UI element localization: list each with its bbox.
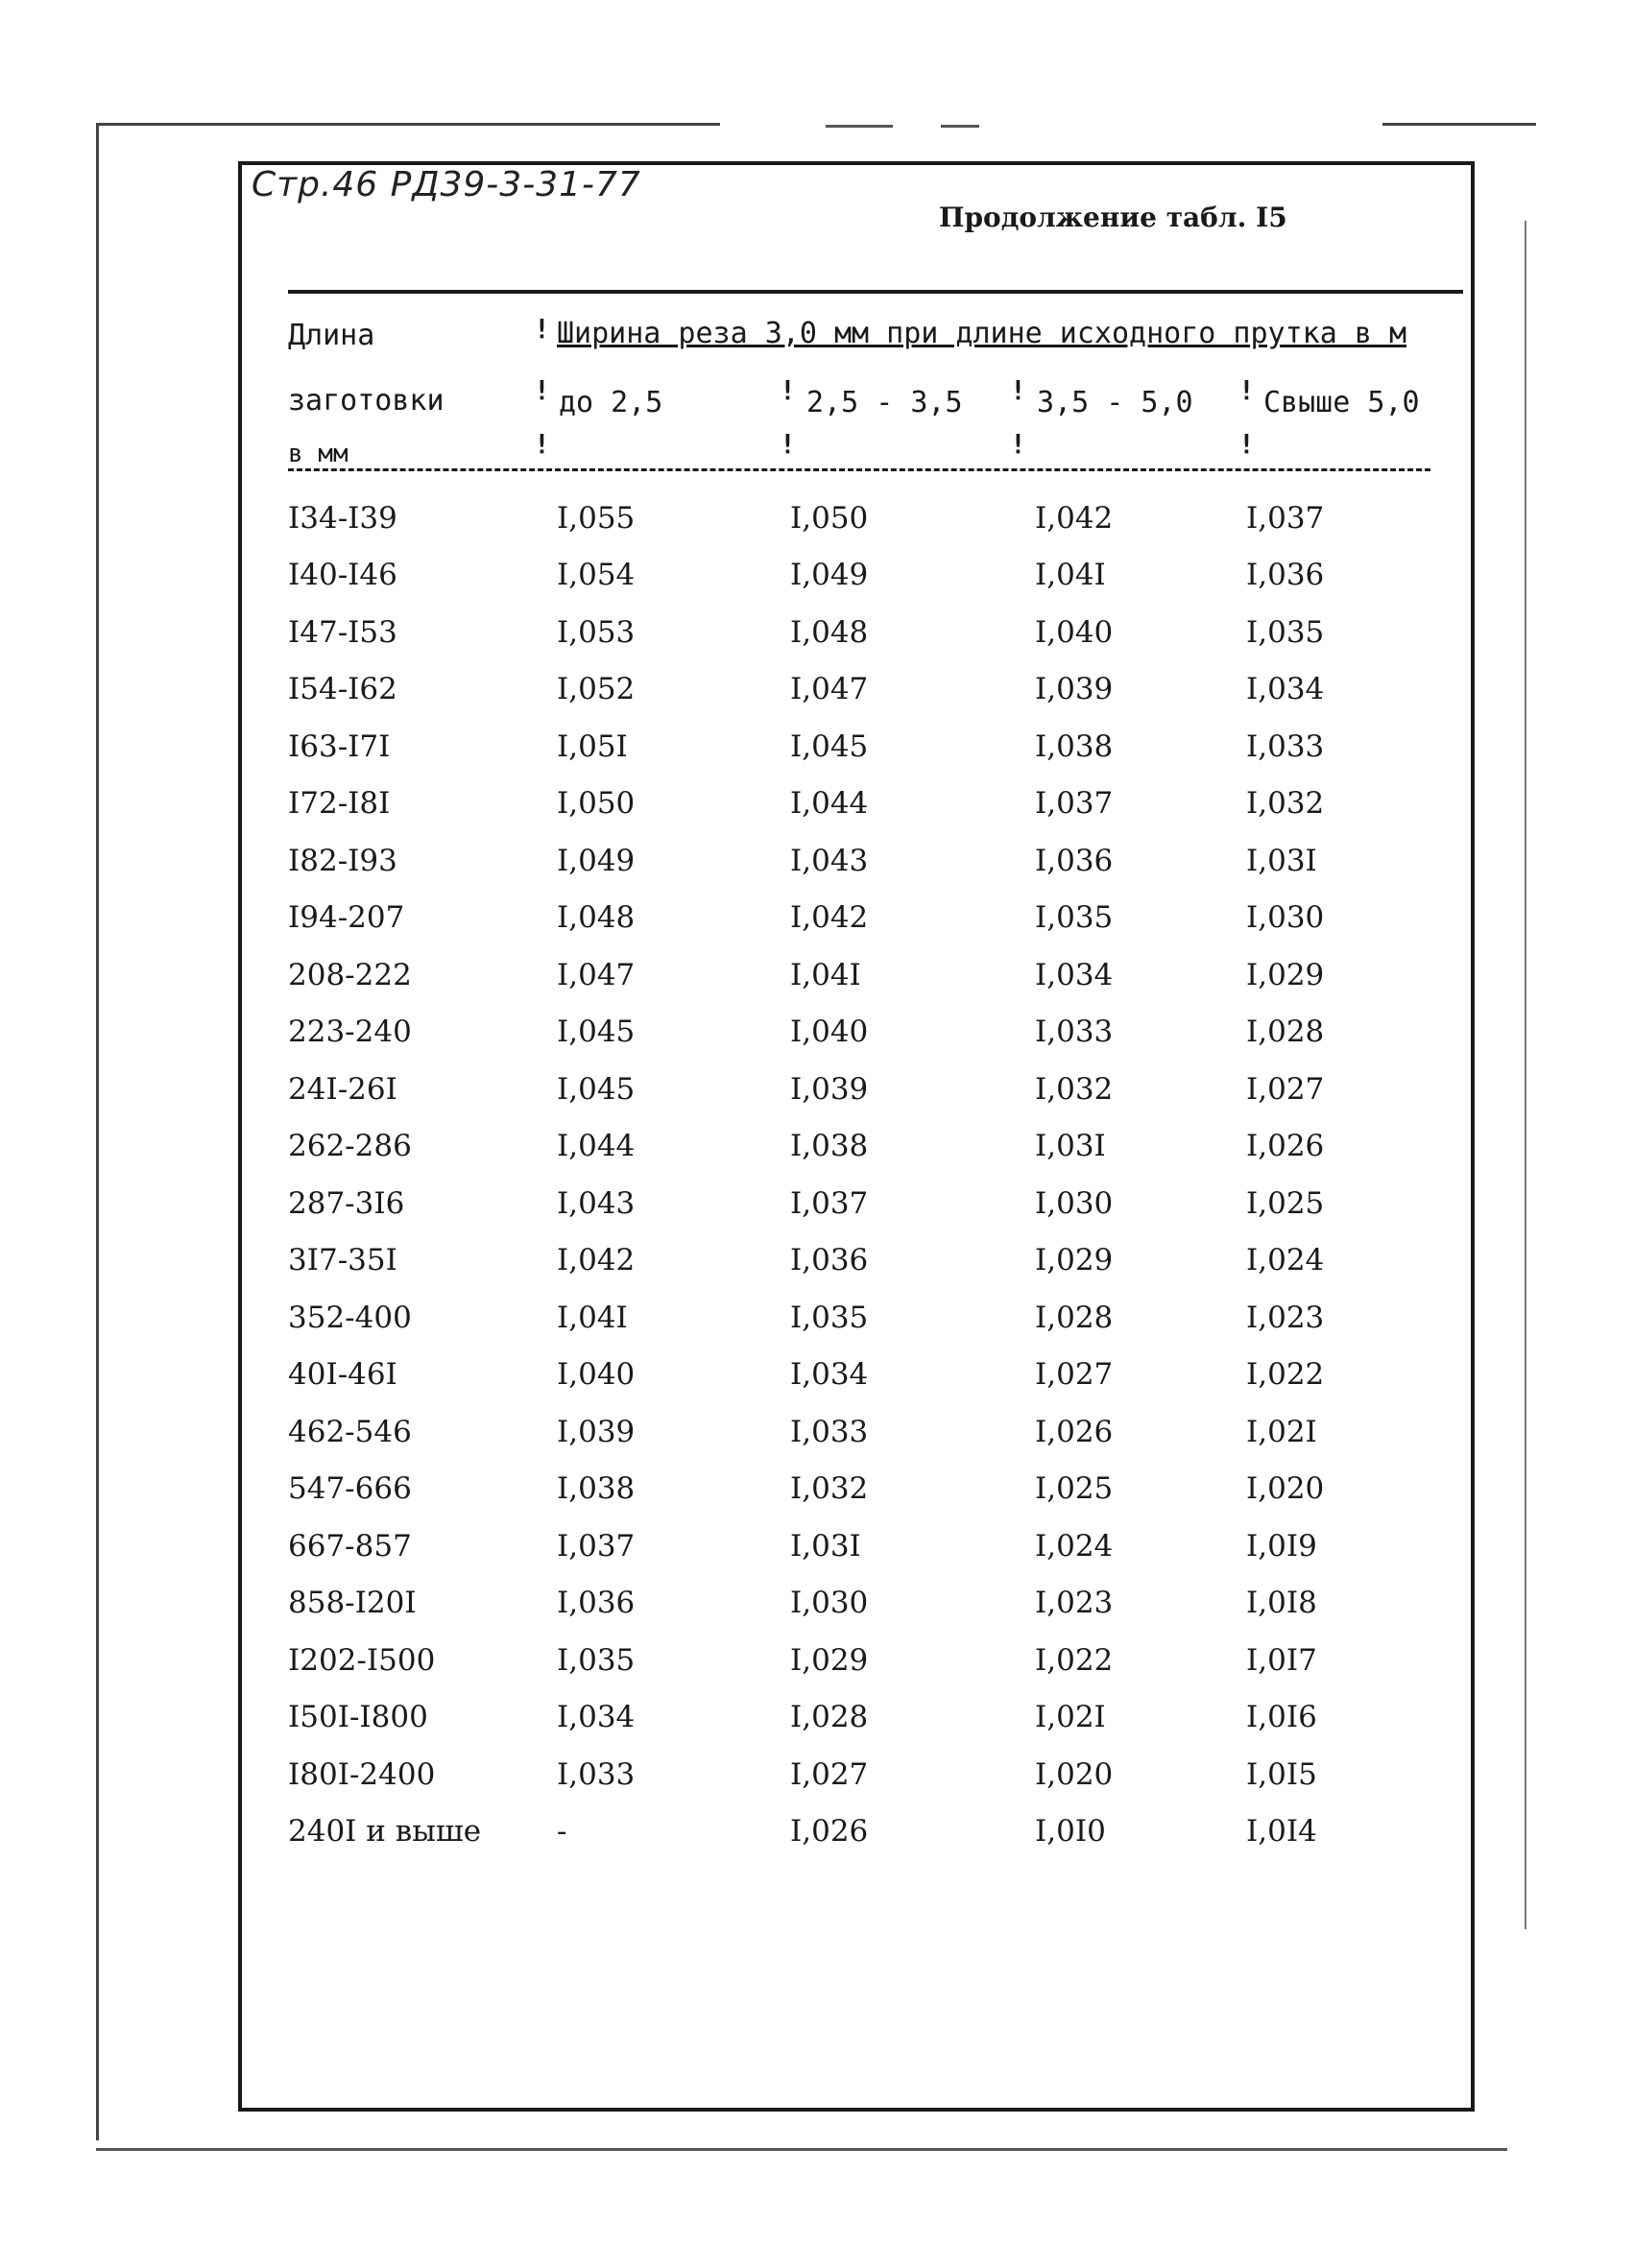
- row-coefficient: I,020: [1035, 1756, 1114, 1792]
- row-coefficient: I,042: [557, 1243, 636, 1278]
- col-header-upto-2-5: до 2,5: [559, 386, 663, 419]
- row-coefficient: I,044: [790, 786, 869, 822]
- row-coefficient: I,053: [557, 614, 636, 650]
- row-coefficient: I,03I: [1035, 1129, 1106, 1164]
- row-coefficient: I,032: [1246, 786, 1325, 822]
- row-coefficient: I,043: [790, 843, 869, 878]
- row-coefficient: I,035: [1246, 614, 1325, 650]
- table-row: [288, 1803, 1459, 1861]
- header-dashed-rule: [288, 468, 1430, 471]
- scan-border-top-fragment: [941, 125, 979, 128]
- row-coefficient: I,050: [790, 500, 869, 536]
- row-coefficient: I,040: [790, 1015, 869, 1050]
- table-row: [288, 1689, 1459, 1747]
- row-length-range: 462-546: [288, 1414, 412, 1449]
- row-coefficient: I,048: [557, 900, 636, 936]
- row-coefficient: I,029: [790, 1642, 869, 1678]
- row-length-range: I80I-2400: [288, 1756, 436, 1792]
- row-coefficient: I,0I9: [1246, 1528, 1317, 1564]
- row-coefficient: I,026: [790, 1814, 869, 1850]
- row-length-range: 547-666: [288, 1471, 412, 1507]
- row-coefficient: I,052: [557, 672, 636, 707]
- row-coefficient: I,033: [1035, 1015, 1114, 1050]
- row-coefficient: I,045: [557, 1071, 636, 1107]
- row-coefficient: I,02I: [1035, 1700, 1106, 1735]
- row-coefficient: I,039: [1035, 672, 1114, 707]
- row-length-range: 223-240: [288, 1015, 412, 1050]
- row-length-range: 287-3I6: [288, 1185, 405, 1221]
- row-length-range: I63-I7I: [288, 728, 391, 764]
- row-coefficient: I,039: [790, 1071, 869, 1107]
- row-coefficient: I,040: [557, 1357, 636, 1393]
- row-coefficient: I,037: [557, 1528, 636, 1564]
- row-coefficient: I,0I4: [1246, 1814, 1317, 1850]
- scan-border-left: [96, 125, 99, 2140]
- row-length-range: I54-I62: [288, 672, 397, 707]
- row-coefficient: I,023: [1246, 1300, 1325, 1335]
- row-length-range: I47-I53: [288, 614, 397, 650]
- row-coefficient: I,04I: [790, 957, 861, 992]
- table-row: [288, 1175, 1459, 1232]
- row-coefficient: I,043: [557, 1185, 636, 1221]
- row-coefficient: I,048: [790, 614, 869, 650]
- row-coefficient: I,028: [1035, 1300, 1114, 1335]
- row-coefficient: I,042: [790, 900, 869, 936]
- table-row: [288, 1746, 1459, 1803]
- row-coefficient: I,034: [790, 1357, 869, 1393]
- row-coefficient: I,034: [1246, 672, 1325, 707]
- row-coefficient: I,028: [1246, 1015, 1325, 1050]
- table-row: [288, 1118, 1459, 1176]
- row-coefficient: I,0I8: [1246, 1586, 1317, 1621]
- row-coefficient: I,027: [790, 1756, 869, 1792]
- table-row: [288, 946, 1459, 1004]
- row-coefficient: I,042: [1035, 500, 1114, 536]
- row-coefficient: I,038: [557, 1471, 636, 1507]
- row-coefficient: I,054: [557, 558, 636, 593]
- table-continuation-title: Продолжение табл. I5: [939, 202, 1287, 233]
- row-coefficient: I,04I: [1035, 558, 1106, 593]
- table-row: [288, 1061, 1459, 1118]
- table-row: [288, 1232, 1459, 1290]
- col0-header-line1: Длина: [288, 319, 375, 352]
- row-coefficient: I,037: [1246, 500, 1325, 536]
- row-coefficient: I,0I0: [1035, 1814, 1106, 1850]
- row-length-range: I72-I8I: [288, 786, 391, 822]
- table-row: [288, 890, 1459, 947]
- row-coefficient: I,032: [1035, 1071, 1114, 1107]
- table-row: [288, 1575, 1459, 1633]
- separator-mark: !: [534, 313, 550, 345]
- row-coefficient: I,0I5: [1246, 1756, 1317, 1792]
- row-coefficient: I,037: [1035, 786, 1114, 822]
- row-coefficient: I,04I: [557, 1300, 628, 1335]
- col0-header-line2: заготовки: [288, 384, 445, 418]
- separator-mark: !: [534, 428, 550, 460]
- row-coefficient: I,055: [557, 500, 636, 536]
- col-header-over-5-0: Свыше 5,0: [1263, 386, 1420, 419]
- row-coefficient: I,047: [790, 672, 869, 707]
- separator-mark: !: [1238, 428, 1255, 460]
- row-coefficient: I,025: [1035, 1471, 1114, 1507]
- row-coefficient: -: [557, 1814, 567, 1850]
- table-row: [288, 1632, 1459, 1689]
- scan-border-top-fragment: [1382, 123, 1536, 126]
- row-coefficient: I,0I6: [1246, 1700, 1317, 1735]
- row-coefficient: I,033: [790, 1414, 869, 1449]
- row-coefficient: I,045: [557, 1015, 636, 1050]
- row-coefficient: I,05I: [557, 728, 628, 764]
- row-coefficient: I,049: [790, 558, 869, 593]
- row-coefficient: I,035: [1035, 900, 1114, 936]
- row-length-range: I82-I93: [288, 843, 397, 878]
- row-coefficient: I,03I: [1246, 843, 1317, 878]
- row-coefficient: I,034: [557, 1700, 636, 1735]
- separator-mark: !: [1238, 374, 1255, 406]
- table-row: [288, 1517, 1459, 1575]
- table-row: [288, 832, 1459, 890]
- row-coefficient: I,038: [1035, 728, 1114, 764]
- row-coefficient: I,029: [1246, 957, 1325, 992]
- row-length-range: I40-I46: [288, 558, 397, 593]
- table-row: [288, 1289, 1459, 1347]
- row-coefficient: I,022: [1246, 1357, 1325, 1393]
- table-row: [288, 1347, 1459, 1404]
- row-coefficient: I,028: [790, 1700, 869, 1735]
- row-coefficient: I,035: [790, 1300, 869, 1335]
- separator-mark: !: [534, 374, 550, 406]
- row-length-range: 40I-46I: [288, 1357, 397, 1393]
- row-length-range: 24I-26I: [288, 1071, 397, 1107]
- row-length-range: I34-I39: [288, 500, 397, 536]
- row-coefficient: I,040: [1035, 614, 1114, 650]
- row-coefficient: I,026: [1246, 1129, 1325, 1164]
- row-coefficient: I,044: [557, 1129, 636, 1164]
- separator-mark: !: [780, 374, 796, 406]
- table-row: [288, 718, 1459, 776]
- row-coefficient: I,02I: [1246, 1414, 1317, 1449]
- row-length-range: I50I-I800: [288, 1700, 428, 1735]
- table-row: [288, 776, 1459, 833]
- row-length-range: 352-400: [288, 1300, 412, 1335]
- row-length-range: 240I и выше: [288, 1814, 482, 1850]
- row-length-range: 858-I20I: [288, 1586, 417, 1621]
- row-coefficient: I,029: [1035, 1243, 1114, 1278]
- row-coefficient: I,036: [1246, 558, 1325, 593]
- row-coefficient: I,039: [557, 1414, 636, 1449]
- row-coefficient: I,049: [557, 843, 636, 878]
- row-coefficient: I,034: [1035, 957, 1114, 992]
- row-length-range: 3I7-35I: [288, 1243, 397, 1278]
- col-header-2-5-3-5: 2,5 - 3,5: [806, 386, 963, 419]
- row-coefficient: I,025: [1246, 1185, 1325, 1221]
- table-row: [288, 547, 1459, 605]
- row-coefficient: I,027: [1246, 1071, 1325, 1107]
- row-length-range: I94-207: [288, 900, 405, 936]
- table-row: [288, 489, 1459, 547]
- table-row: [288, 604, 1459, 661]
- row-coefficient: I,03I: [790, 1528, 861, 1564]
- row-coefficient: I,038: [790, 1129, 869, 1164]
- span-header-title: Ширина реза 3,0 мм при длине исходного прутка в м: [557, 317, 1407, 350]
- page-reference: Стр.46 РД39-3-31-77: [252, 165, 641, 204]
- row-coefficient: I,026: [1035, 1414, 1114, 1449]
- row-length-range: 208-222: [288, 957, 412, 992]
- separator-mark: !: [1010, 428, 1026, 460]
- table-row: [288, 661, 1459, 719]
- scan-border-right: [1525, 221, 1526, 1929]
- row-coefficient: I,036: [557, 1586, 636, 1621]
- header-rule: [288, 290, 1463, 294]
- row-coefficient: I,036: [1035, 843, 1114, 878]
- row-coefficient: I,022: [1035, 1642, 1114, 1678]
- row-coefficient: I,037: [790, 1185, 869, 1221]
- row-coefficient: I,030: [1035, 1185, 1114, 1221]
- row-coefficient: I,050: [557, 786, 636, 822]
- scan-border-bottom: [96, 2148, 1507, 2151]
- separator-mark: !: [1010, 374, 1026, 406]
- row-coefficient: I,030: [790, 1586, 869, 1621]
- row-coefficient: I,033: [1246, 728, 1325, 764]
- table-row: [288, 1004, 1459, 1062]
- row-coefficient: I,036: [790, 1243, 869, 1278]
- col0-header-line3: в мм: [288, 440, 348, 468]
- row-coefficient: I,045: [790, 728, 869, 764]
- row-coefficient: I,035: [557, 1642, 636, 1678]
- col-header-3-5-5-0: 3,5 - 5,0: [1037, 386, 1193, 419]
- scan-border-top-fragment: [826, 125, 893, 128]
- row-length-range: 667-857: [288, 1528, 412, 1564]
- row-coefficient: I,032: [790, 1471, 869, 1507]
- scan-border-top: [96, 123, 720, 126]
- separator-mark: !: [780, 428, 796, 460]
- row-coefficient: I,030: [1246, 900, 1325, 936]
- row-coefficient: I,047: [557, 957, 636, 992]
- row-coefficient: I,024: [1035, 1528, 1114, 1564]
- data-table: [288, 489, 1459, 1860]
- row-coefficient: I,024: [1246, 1243, 1325, 1278]
- table-row: [288, 1403, 1459, 1461]
- row-coefficient: I,033: [557, 1756, 636, 1792]
- row-length-range: I202-I500: [288, 1642, 436, 1678]
- table-row: [288, 1461, 1459, 1518]
- row-length-range: 262-286: [288, 1129, 412, 1164]
- row-coefficient: I,027: [1035, 1357, 1114, 1393]
- row-coefficient: I,020: [1246, 1471, 1325, 1507]
- row-coefficient: I,023: [1035, 1586, 1114, 1621]
- row-coefficient: I,0I7: [1246, 1642, 1317, 1678]
